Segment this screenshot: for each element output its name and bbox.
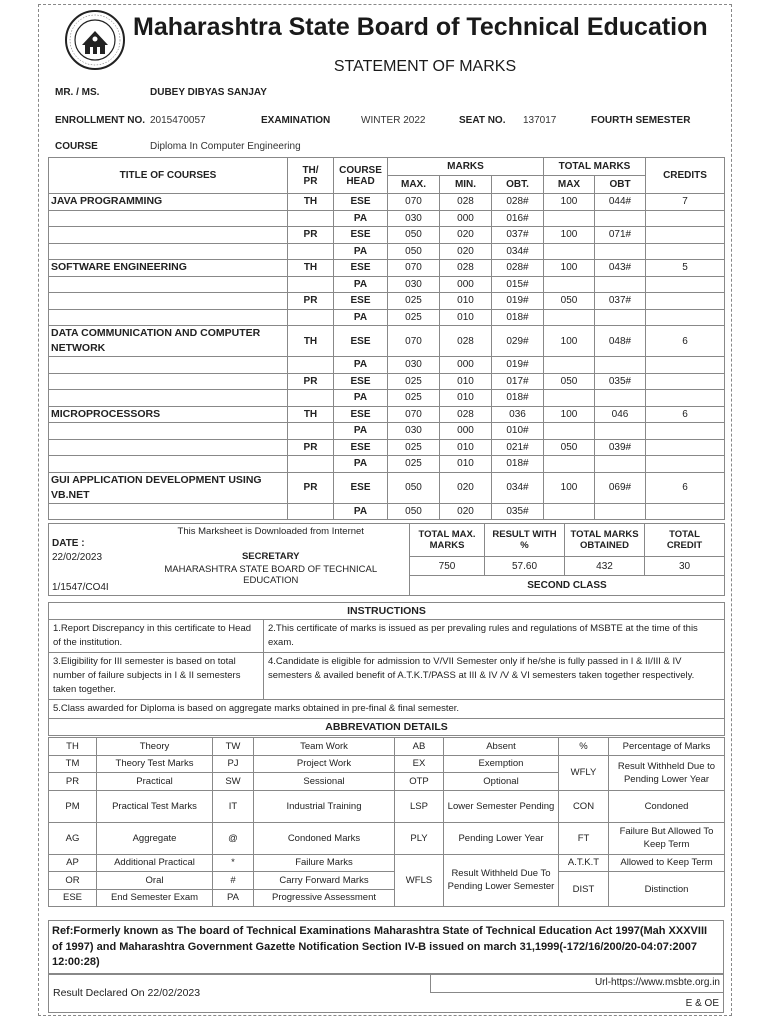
board-name-line2: EDUCATION bbox=[243, 575, 299, 586]
marks-cell-course bbox=[49, 373, 288, 390]
student-name: DUBEY DIBYAS SANJAY bbox=[150, 87, 267, 98]
marks-cell-thpr: PR bbox=[288, 293, 334, 310]
abbr-code: TM bbox=[49, 755, 97, 773]
marks-cell-course bbox=[49, 357, 288, 374]
marks-cell-head: PA bbox=[334, 357, 388, 374]
marks-cell-credits bbox=[646, 293, 725, 310]
marks-cell-credits bbox=[646, 390, 725, 407]
marks-cell-tmax: 100 bbox=[544, 194, 595, 211]
sheet-code: 1/1547/CO4I bbox=[52, 582, 109, 593]
marks-cell-tobt bbox=[595, 390, 646, 407]
abbr-desc: Practical bbox=[97, 773, 213, 791]
abbr-code: IT bbox=[213, 790, 254, 822]
marks-cell-tobt: 046 bbox=[595, 406, 646, 423]
total-max-marks: 750 bbox=[410, 556, 485, 576]
marks-cell-tobt: 044# bbox=[595, 194, 646, 211]
abbr-desc: Condoned Marks bbox=[254, 822, 395, 854]
marks-cell-min: 010 bbox=[440, 456, 492, 473]
abbr-code: % bbox=[559, 738, 609, 756]
marks-cell-max: 025 bbox=[388, 373, 440, 390]
instruction-1: 1.Report Discrepancy in this certificate to Head of the institution. bbox=[49, 620, 264, 653]
abbr-desc: Failure But Allowed To Keep Term bbox=[609, 822, 725, 854]
marks-cell-min: 010 bbox=[440, 293, 492, 310]
header-max: MAX. bbox=[388, 176, 440, 194]
marks-cell-obt: 036 bbox=[492, 406, 544, 423]
marks-cell-head: ESE bbox=[334, 227, 388, 244]
marks-cell-obt: 037# bbox=[492, 227, 544, 244]
date-value: 22/02/2023 bbox=[52, 552, 103, 563]
marks-cell-max: 050 bbox=[388, 243, 440, 260]
marks-cell-head: PA bbox=[334, 423, 388, 440]
marks-cell-min: 028 bbox=[440, 326, 492, 357]
abbr-code: A.T.K.T bbox=[559, 854, 609, 872]
seat-number: 137017 bbox=[523, 115, 557, 126]
header-course-head: COURSE HEAD bbox=[334, 158, 388, 194]
marks-row bbox=[49, 276, 725, 293]
instructions-table bbox=[48, 602, 725, 736]
marks-cell-min: 028 bbox=[440, 406, 492, 423]
abbr-desc: Percentage of Marks bbox=[609, 738, 725, 756]
marks-cell-course: JAVA PROGRAMMING bbox=[49, 194, 288, 211]
marks-cell-tobt bbox=[595, 357, 646, 374]
marks-row bbox=[49, 227, 725, 244]
abbr-desc: Optional bbox=[444, 773, 559, 791]
abbr-desc: Distinction bbox=[609, 872, 725, 907]
marks-cell-thpr: TH bbox=[288, 260, 334, 277]
marks-cell-thpr bbox=[288, 276, 334, 293]
date-label: DATE : bbox=[52, 538, 85, 549]
marks-cell-tmax bbox=[544, 357, 595, 374]
marks-cell-max: 025 bbox=[388, 439, 440, 456]
abbr-desc: Result Withheld Due To Pending Lower Semester bbox=[444, 854, 559, 907]
header-obt: OBT. bbox=[492, 176, 544, 194]
abbr-code: # bbox=[213, 872, 254, 890]
reference-note: Ref:Formerly known as The board of Technical Examinations Maharashtra State of Technical Education Act 1997(Mah XXXVIII of 1997) and Maharashtra Government Gazette Notification Section IV-B issued on march 31,1999(-172/16/200/20-04:07:2007 12:00:28) bbox=[48, 920, 724, 975]
marks-cell-head: ESE bbox=[334, 194, 388, 211]
header-total-max: MAX bbox=[544, 176, 595, 194]
marks-cell-obt: 017# bbox=[492, 373, 544, 390]
marks-cell-course: SOFTWARE ENGINEERING bbox=[49, 260, 288, 277]
marks-cell-credits bbox=[646, 227, 725, 244]
header-th-pr: TH/ PR bbox=[288, 158, 334, 194]
marks-cell-tobt: 043# bbox=[595, 260, 646, 277]
marks-row bbox=[49, 406, 725, 423]
marks-cell-credits bbox=[646, 276, 725, 293]
abbr-code: LSP bbox=[395, 790, 444, 822]
marks-cell-head: PA bbox=[334, 456, 388, 473]
marks-cell-obt: 028# bbox=[492, 194, 544, 211]
marks-cell-max: 025 bbox=[388, 456, 440, 473]
abbr-desc: Result Withheld Due to Pending Lower Year bbox=[609, 755, 725, 790]
abbr-code: ESE bbox=[49, 889, 97, 907]
marks-cell-head: ESE bbox=[334, 406, 388, 423]
marks-cell-course bbox=[49, 309, 288, 326]
marks-cell-max: 050 bbox=[388, 227, 440, 244]
marks-cell-course bbox=[49, 456, 288, 473]
examination-label: EXAMINATION bbox=[261, 115, 331, 126]
marks-cell-credits bbox=[646, 309, 725, 326]
marks-cell-tmax: 100 bbox=[544, 326, 595, 357]
footer bbox=[48, 973, 724, 1013]
marks-cell-obt: 021# bbox=[492, 439, 544, 456]
header-total-credit: TOTAL CREDIT bbox=[645, 524, 725, 557]
marks-cell-min: 028 bbox=[440, 260, 492, 277]
marks-cell-tobt bbox=[595, 243, 646, 260]
marks-body bbox=[49, 194, 725, 520]
seat-label: SEAT NO. bbox=[459, 115, 506, 126]
abbr-code: AP bbox=[49, 854, 97, 872]
marks-cell-obt: 019# bbox=[492, 357, 544, 374]
marks-cell-min: 000 bbox=[440, 276, 492, 293]
abbr-desc: Team Work bbox=[254, 738, 395, 756]
marks-cell-tmax: 100 bbox=[544, 472, 595, 503]
marks-cell-credits: 5 bbox=[646, 260, 725, 277]
marks-row bbox=[49, 357, 725, 374]
marks-row bbox=[49, 293, 725, 310]
marks-cell-obt: 016# bbox=[492, 210, 544, 227]
marks-cell-head: PA bbox=[334, 210, 388, 227]
abbr-desc: Condoned bbox=[609, 790, 725, 822]
marks-cell-tmax: 050 bbox=[544, 439, 595, 456]
abbr-code: WFLS bbox=[395, 854, 444, 907]
marks-cell-min: 010 bbox=[440, 439, 492, 456]
marks-cell-credits: 7 bbox=[646, 194, 725, 211]
marks-cell-obt: 010# bbox=[492, 423, 544, 440]
marks-cell-obt: 029# bbox=[492, 326, 544, 357]
instruction-3: 3.Eligibility for III semester is based on total number of failure subjects in I & II semesters taken together. bbox=[49, 653, 264, 700]
marks-cell-max: 030 bbox=[388, 276, 440, 293]
marks-cell-min: 020 bbox=[440, 472, 492, 503]
total-marks-obtained: 432 bbox=[565, 556, 645, 576]
marks-cell-thpr bbox=[288, 309, 334, 326]
marks-cell-tobt: 039# bbox=[595, 439, 646, 456]
marks-row bbox=[49, 456, 725, 473]
marks-cell-max: 070 bbox=[388, 326, 440, 357]
abbr-code: FT bbox=[559, 822, 609, 854]
marks-cell-tmax bbox=[544, 390, 595, 407]
abbr-code: TH bbox=[49, 738, 97, 756]
marks-cell-thpr: TH bbox=[288, 326, 334, 357]
marks-cell-course bbox=[49, 210, 288, 227]
abbreviation-table bbox=[48, 737, 725, 907]
marks-cell-obt: 015# bbox=[492, 276, 544, 293]
marks-cell-course bbox=[49, 243, 288, 260]
header-min: MIN. bbox=[440, 176, 492, 194]
abbr-code: * bbox=[213, 854, 254, 872]
marks-row bbox=[49, 423, 725, 440]
marks-cell-tmax: 050 bbox=[544, 293, 595, 310]
secretary-cell bbox=[133, 524, 410, 596]
abbr-desc: Failure Marks bbox=[254, 854, 395, 872]
header-total-max-marks: TOTAL MAX. MARKS bbox=[410, 524, 485, 557]
abbr-desc: Pending Lower Year bbox=[444, 822, 559, 854]
marks-cell-credits bbox=[646, 439, 725, 456]
marks-cell-tmax bbox=[544, 309, 595, 326]
marks-row bbox=[49, 194, 725, 211]
marks-cell-thpr: PR bbox=[288, 439, 334, 456]
abbr-desc: Lower Semester Pending bbox=[444, 790, 559, 822]
examination-value: WINTER 2022 bbox=[361, 115, 426, 126]
abbr-code: OR bbox=[49, 872, 97, 890]
marks-cell-head: ESE bbox=[334, 260, 388, 277]
marks-row bbox=[49, 243, 725, 260]
marks-cell-head: PA bbox=[334, 390, 388, 407]
instruction-4: 4.Candidate is eligible for admission to V/VII Semester only if he/she is fully passed in I & II/III & IV semesters & availed benefit of A.T.K.T/PASS at III & IV /V & VI semesters taken together respectively. bbox=[264, 653, 725, 700]
abbr-code: PLY bbox=[395, 822, 444, 854]
marks-cell-obt: 035# bbox=[492, 503, 544, 520]
header-total-obtained: TOTAL MARKS OBTAINED bbox=[565, 524, 645, 557]
name-label: MR. / MS. bbox=[55, 87, 100, 98]
marks-cell-course bbox=[49, 423, 288, 440]
marks-cell-max: 025 bbox=[388, 309, 440, 326]
header-title-of-courses: TITLE OF COURSES bbox=[49, 158, 288, 194]
marks-cell-obt: 018# bbox=[492, 309, 544, 326]
marks-cell-head: PA bbox=[334, 309, 388, 326]
marks-cell-course: MICROPROCESSORS bbox=[49, 406, 288, 423]
marks-cell-obt: 018# bbox=[492, 390, 544, 407]
marks-cell-tobt bbox=[595, 456, 646, 473]
header-result-percent: RESULT WITH % bbox=[485, 524, 565, 557]
abbr-desc: End Semester Exam bbox=[97, 889, 213, 907]
abbr-code: @ bbox=[213, 822, 254, 854]
marks-cell-max: 030 bbox=[388, 357, 440, 374]
summary-table bbox=[48, 523, 725, 596]
marks-cell-course: DATA COMMUNICATION AND COMPUTER NETWORK bbox=[49, 326, 288, 357]
marks-row bbox=[49, 472, 725, 503]
marks-cell-min: 020 bbox=[440, 503, 492, 520]
abbr-code: PM bbox=[49, 790, 97, 822]
marks-cell-credits bbox=[646, 456, 725, 473]
marks-cell-min: 020 bbox=[440, 243, 492, 260]
abbr-code: DIST bbox=[559, 872, 609, 907]
downloaded-note: This Marksheet is Downloaded from Internet bbox=[177, 526, 364, 537]
marks-cell-max: 050 bbox=[388, 503, 440, 520]
marks-cell-min: 010 bbox=[440, 373, 492, 390]
marks-cell-tmax: 100 bbox=[544, 260, 595, 277]
marks-row bbox=[49, 309, 725, 326]
marks-cell-tobt bbox=[595, 276, 646, 293]
marks-cell-thpr: TH bbox=[288, 194, 334, 211]
abbr-code: AB bbox=[395, 738, 444, 756]
marks-cell-obt: 028# bbox=[492, 260, 544, 277]
abbr-desc: Allowed to Keep Term bbox=[609, 854, 725, 872]
marks-cell-credits: 6 bbox=[646, 406, 725, 423]
abbr-desc: Oral bbox=[97, 872, 213, 890]
marks-cell-tmax: 100 bbox=[544, 227, 595, 244]
marks-cell-obt: 034# bbox=[492, 243, 544, 260]
abbr-code: EX bbox=[395, 755, 444, 773]
marks-cell-max: 025 bbox=[388, 390, 440, 407]
marks-cell-thpr bbox=[288, 243, 334, 260]
abbr-desc: Theory bbox=[97, 738, 213, 756]
marks-cell-min: 000 bbox=[440, 423, 492, 440]
marks-cell-tmax bbox=[544, 276, 595, 293]
marks-cell-min: 010 bbox=[440, 309, 492, 326]
marks-cell-head: ESE bbox=[334, 472, 388, 503]
marks-cell-head: ESE bbox=[334, 373, 388, 390]
marks-row bbox=[49, 373, 725, 390]
marks-cell-max: 025 bbox=[388, 293, 440, 310]
instruction-5: 5.Class awarded for Diploma is based on aggregate marks obtained in pre-final & final semester. bbox=[49, 700, 725, 719]
marks-row bbox=[49, 210, 725, 227]
abbr-desc: Sessional bbox=[254, 773, 395, 791]
marks-cell-credits bbox=[646, 503, 725, 520]
marks-cell-tobt bbox=[595, 309, 646, 326]
course-name: Diploma In Computer Engineering bbox=[150, 141, 301, 152]
secretary-label: SECRETARY bbox=[241, 551, 300, 562]
marks-cell-min: 020 bbox=[440, 227, 492, 244]
marks-cell-tobt bbox=[595, 503, 646, 520]
marks-row bbox=[49, 260, 725, 277]
marks-cell-obt: 019# bbox=[492, 293, 544, 310]
marks-cell-head: ESE bbox=[334, 293, 388, 310]
course-label: COURSE bbox=[55, 141, 98, 152]
result-class: SECOND CLASS bbox=[410, 576, 725, 596]
marks-cell-credits bbox=[646, 210, 725, 227]
marks-cell-min: 000 bbox=[440, 357, 492, 374]
marks-cell-thpr bbox=[288, 210, 334, 227]
marks-cell-obt: 034# bbox=[492, 472, 544, 503]
marks-cell-course: GUI APPLICATION DEVELOPMENT USING VB.NET bbox=[49, 472, 288, 503]
marks-row bbox=[49, 503, 725, 520]
abbr-code: CON bbox=[559, 790, 609, 822]
abbr-desc: Project Work bbox=[254, 755, 395, 773]
result-percentage: 57.60 bbox=[485, 556, 565, 576]
board-title: Maharashtra State Board of Technical Education bbox=[133, 13, 708, 41]
marks-cell-head: ESE bbox=[334, 439, 388, 456]
marks-cell-thpr bbox=[288, 423, 334, 440]
marks-cell-max: 030 bbox=[388, 210, 440, 227]
abbr-code: PA bbox=[213, 889, 254, 907]
abbr-desc: Carry Forward Marks bbox=[254, 872, 395, 890]
marks-cell-head: ESE bbox=[334, 326, 388, 357]
marks-cell-max: 070 bbox=[388, 194, 440, 211]
instruction-2: 2.This certificate of marks is issued as per prevaling rules and regulations of MSBTE at the time of this exam. bbox=[264, 620, 725, 653]
instructions-title: INSTRUCTIONS bbox=[49, 603, 725, 620]
marks-row bbox=[49, 326, 725, 357]
abbr-desc: Aggregate bbox=[97, 822, 213, 854]
marks-cell-thpr: TH bbox=[288, 406, 334, 423]
marks-cell-min: 010 bbox=[440, 390, 492, 407]
total-credit: 30 bbox=[645, 556, 725, 576]
marks-cell-thpr bbox=[288, 456, 334, 473]
abbr-code: TW bbox=[213, 738, 254, 756]
marks-cell-tmax bbox=[544, 210, 595, 227]
marks-cell-course bbox=[49, 276, 288, 293]
result-declared: Result Declared On 22/02/2023 bbox=[53, 987, 201, 999]
marks-cell-min: 000 bbox=[440, 210, 492, 227]
abbr-desc: Industrial Training bbox=[254, 790, 395, 822]
marks-cell-head: PA bbox=[334, 503, 388, 520]
abbr-desc: Exemption bbox=[444, 755, 559, 773]
marks-cell-thpr bbox=[288, 357, 334, 374]
board-name-line1: MAHARASHTRA STATE BOARD OF TECHNICAL bbox=[164, 564, 378, 575]
abbr-desc: Theory Test Marks bbox=[97, 755, 213, 773]
marks-cell-obt: 018# bbox=[492, 456, 544, 473]
marks-cell-course bbox=[49, 390, 288, 407]
enrollment-label: ENROLLMENT NO. bbox=[55, 115, 145, 126]
header-total-obt: OBT bbox=[595, 176, 646, 194]
marks-cell-tobt: 069# bbox=[595, 472, 646, 503]
abbr-desc: Practical Test Marks bbox=[97, 790, 213, 822]
abbr-code: AG bbox=[49, 822, 97, 854]
enrollment-number: 2015470057 bbox=[150, 115, 206, 126]
marks-cell-tobt: 071# bbox=[595, 227, 646, 244]
semester: FOURTH SEMESTER bbox=[591, 115, 691, 126]
marks-cell-max: 070 bbox=[388, 260, 440, 277]
board-url: Url-https://www.msbte.org.in bbox=[430, 974, 724, 993]
marks-cell-max: 030 bbox=[388, 423, 440, 440]
abbr-desc: Absent bbox=[444, 738, 559, 756]
marks-row bbox=[49, 390, 725, 407]
abbr-desc: Additional Practical bbox=[97, 854, 213, 872]
marks-cell-thpr bbox=[288, 390, 334, 407]
marks-cell-thpr: PR bbox=[288, 373, 334, 390]
marks-cell-tmax bbox=[544, 503, 595, 520]
marks-cell-course bbox=[49, 227, 288, 244]
marks-cell-course bbox=[49, 503, 288, 520]
marks-cell-tmax: 100 bbox=[544, 406, 595, 423]
marks-cell-tobt: 035# bbox=[595, 373, 646, 390]
marks-cell-tobt: 037# bbox=[595, 293, 646, 310]
marksheet bbox=[38, 4, 732, 1016]
date-cell bbox=[49, 524, 133, 596]
marks-cell-max: 050 bbox=[388, 472, 440, 503]
marks-cell-head: PA bbox=[334, 243, 388, 260]
header-total-marks: TOTAL MARKS bbox=[544, 158, 646, 176]
abbr-code: PR bbox=[49, 773, 97, 791]
abbr-code: OTP bbox=[395, 773, 444, 791]
abbr-code: WFLY bbox=[559, 755, 609, 790]
errors-omissions-note: E & OE bbox=[685, 998, 719, 1009]
marks-cell-tmax bbox=[544, 423, 595, 440]
marks-cell-tobt: 048# bbox=[595, 326, 646, 357]
marks-cell-tobt bbox=[595, 423, 646, 440]
marks-cell-head: PA bbox=[334, 276, 388, 293]
marks-cell-tmax bbox=[544, 456, 595, 473]
marks-cell-thpr bbox=[288, 503, 334, 520]
marks-cell-tobt bbox=[595, 210, 646, 227]
header-marks: MARKS bbox=[388, 158, 544, 176]
abbr-code: SW bbox=[213, 773, 254, 791]
abbr-code: PJ bbox=[213, 755, 254, 773]
marks-row bbox=[49, 439, 725, 456]
marks-cell-tmax: 050 bbox=[544, 373, 595, 390]
marks-cell-min: 028 bbox=[440, 194, 492, 211]
statement-title: STATEMENT OF MARKS bbox=[333, 58, 517, 75]
abbreviation-title: ABBREVATION DETAILS bbox=[49, 719, 725, 736]
header-credits: CREDITS bbox=[646, 158, 725, 194]
marks-cell-course bbox=[49, 439, 288, 456]
marks-cell-credits bbox=[646, 373, 725, 390]
marks-table bbox=[48, 157, 725, 520]
marks-cell-credits: 6 bbox=[646, 472, 725, 503]
marks-cell-thpr: PR bbox=[288, 227, 334, 244]
marks-cell-credits bbox=[646, 423, 725, 440]
marks-cell-thpr: PR bbox=[288, 472, 334, 503]
marks-cell-credits: 6 bbox=[646, 326, 725, 357]
marks-cell-credits bbox=[646, 243, 725, 260]
marks-cell-credits bbox=[646, 357, 725, 374]
marks-cell-course bbox=[49, 293, 288, 310]
marks-cell-tmax bbox=[544, 243, 595, 260]
abbr-desc: Progressive Assessment bbox=[254, 889, 395, 907]
marks-cell-max: 070 bbox=[388, 406, 440, 423]
